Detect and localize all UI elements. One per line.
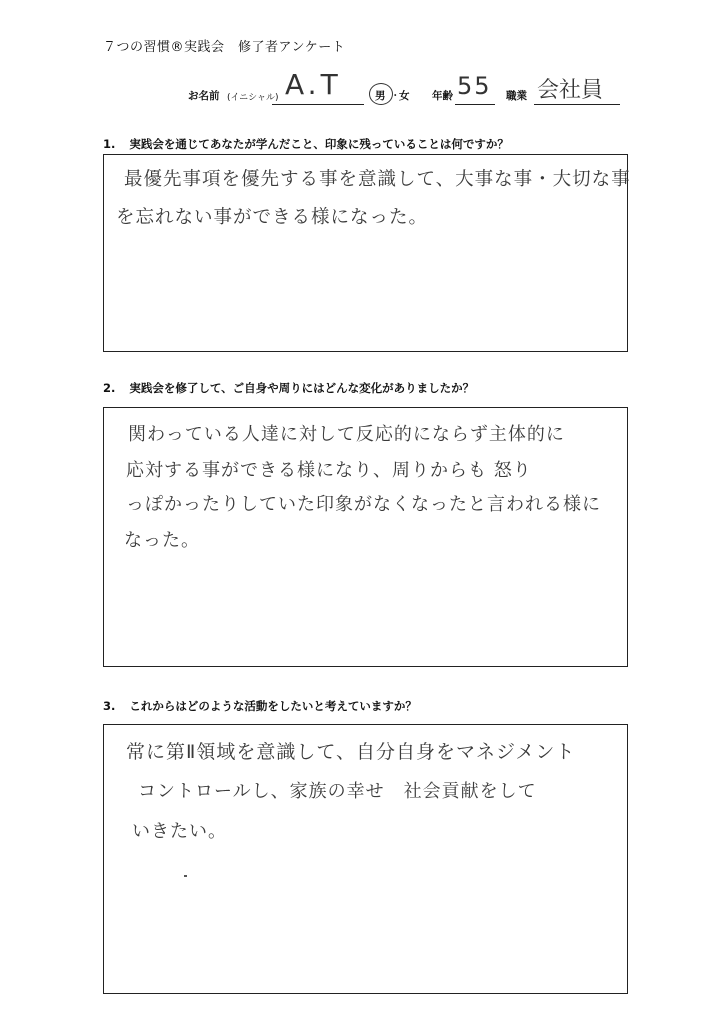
question-2-number: 2.: [103, 381, 116, 395]
name-value[interactable]: A.T: [285, 68, 342, 101]
answer-2-line-4: なった。: [124, 530, 200, 551]
pen-mark: [184, 875, 187, 877]
occupation-value[interactable]: 会社員: [537, 78, 604, 103]
answer-3-line-3: いきたい。: [132, 821, 227, 842]
answer-1-line-1: 最優先事項を優先する事を意識して、大事な事・大切な事: [124, 169, 631, 190]
respondent-info: [0, 0, 724, 130]
name-label: お名前: [188, 90, 220, 102]
age-value[interactable]: 55: [457, 72, 492, 100]
answer-2-line-1: 関わっている人達に対して反応的にならず主体的に: [128, 424, 565, 445]
question-1-text: 実践会を通じてあなたが学んだこと、印象に残っていることは何ですか？: [129, 137, 509, 151]
occupation-underline: [534, 104, 620, 105]
question-3: [103, 698, 417, 714]
gender-female[interactable]: 女: [399, 90, 410, 102]
gender-male[interactable]: 男: [375, 90, 386, 102]
answer-box-1[interactable]: [103, 154, 631, 352]
age-label: 年齢: [432, 90, 453, 102]
question-3-text: これからはどのような活動をしたいと考えていますか？: [129, 699, 417, 713]
question-1: [103, 136, 509, 152]
answer-2-line-2: 応対する事ができる様になり、周りからも 怒り: [126, 460, 532, 481]
question-3-number: 3.: [103, 699, 116, 713]
name-sublabel: (イニシャル): [227, 93, 279, 103]
name-underline: [272, 104, 364, 105]
question-2-text: 実践会を修了して、ご自身や周りにはどんな変化がありましたか？: [129, 381, 475, 395]
occupation-label: 職業: [506, 90, 527, 102]
answer-3-line-1: 常に第Ⅱ領域を意識して、自分自身をマネジメント: [126, 741, 576, 763]
question-1-number: 1.: [103, 137, 116, 151]
answer-2-line-3: っぽかったりしていた印象がなくなったと言われる様に: [126, 494, 601, 515]
answer-box-2[interactable]: [103, 407, 628, 667]
question-2: [103, 380, 474, 396]
answer-box-3[interactable]: [103, 724, 628, 994]
age-underline: [455, 104, 495, 105]
form-title: ７つの習慣®実践会 修了者アンケート: [103, 40, 346, 55]
answer-1-line-2: を忘れない事ができる様になった。: [116, 207, 429, 228]
gender-separator: ・: [390, 90, 401, 102]
answer-3-line-2: コントロールし、家族の幸せ 社会貢献をして: [138, 781, 537, 802]
